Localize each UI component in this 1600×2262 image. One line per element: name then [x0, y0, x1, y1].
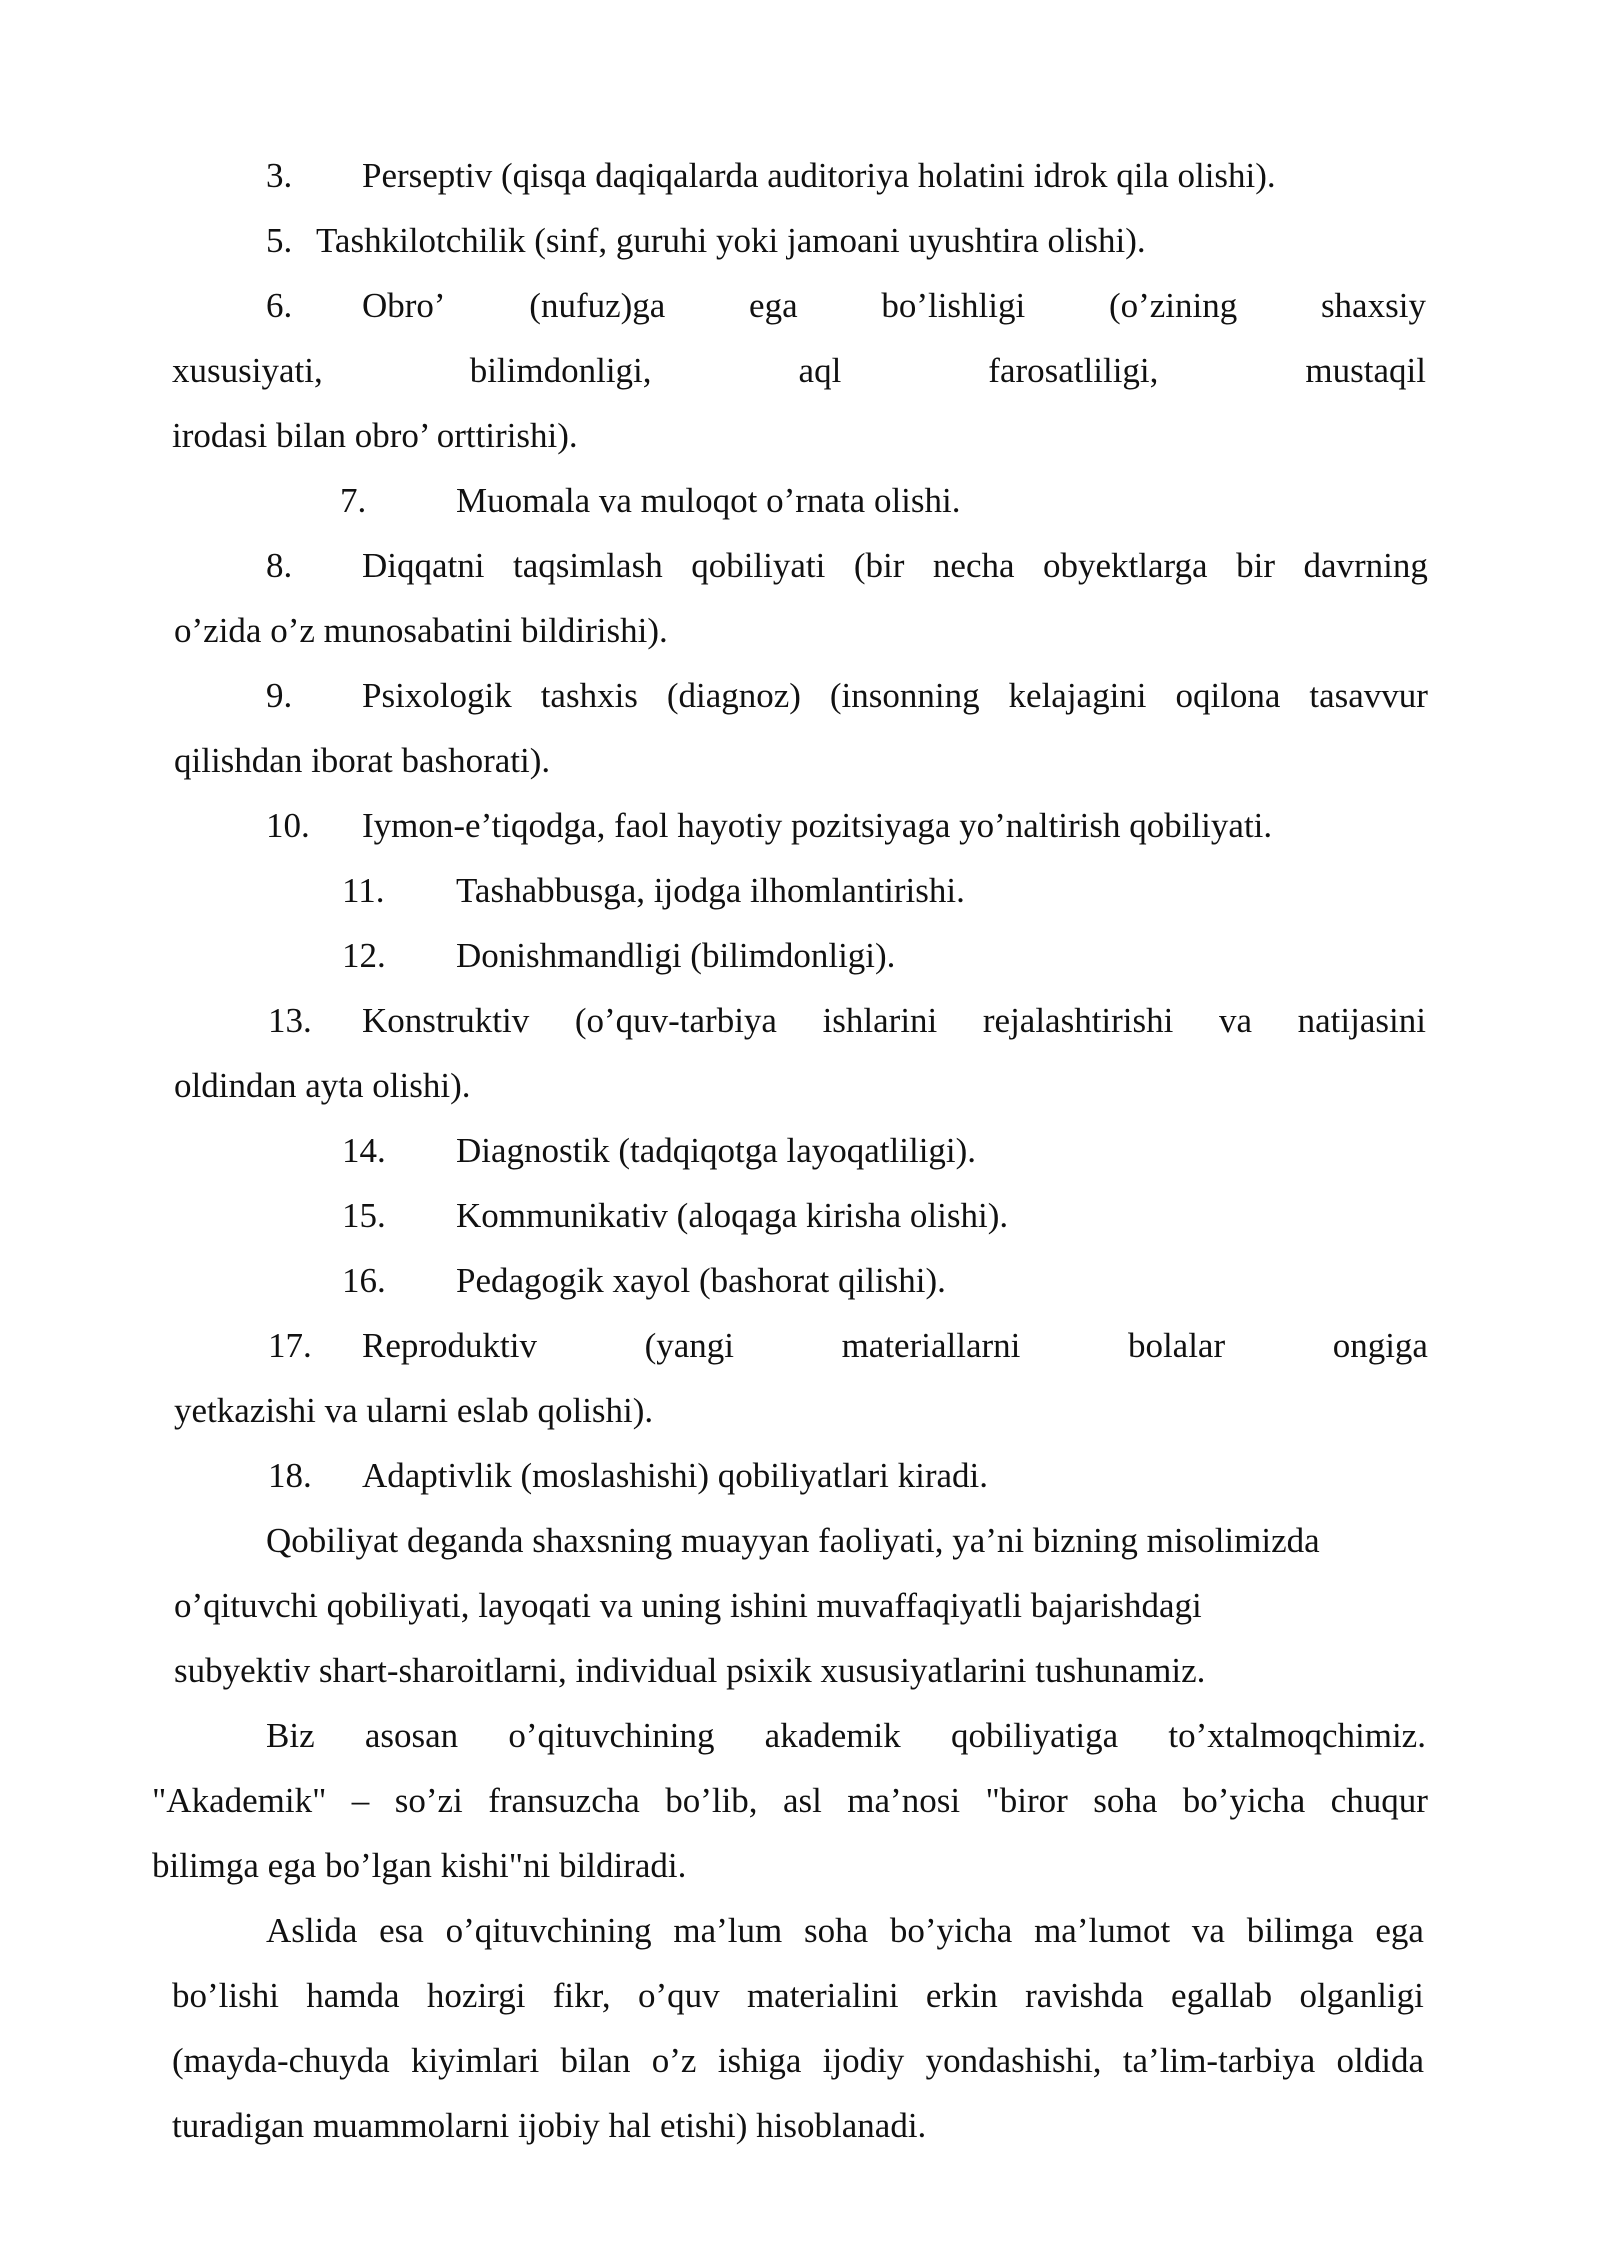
word: bo’lishi [172, 1976, 279, 2015]
list-item-line: irodasi bilan obro’ orttirishi). [172, 416, 578, 455]
word: ishiga [717, 2041, 802, 2080]
word: xususiyati, [172, 351, 323, 390]
word: bilan [560, 2041, 631, 2080]
list-item-text: Adaptivlik (moslashishi) qobiliyatlari kiradi. [362, 1456, 989, 1495]
list-item-line [362, 999, 1426, 1043]
list-item-text: Tashkilotchilik (sinf, guruhi yoki jamoani uyushtira olishi). [316, 221, 1146, 260]
word: oqilona [1175, 676, 1281, 715]
word: ravishda [1025, 1976, 1144, 2015]
word: (o’zining [1108, 286, 1238, 325]
list-number: 15. [342, 1196, 386, 1235]
word: va [1191, 1911, 1225, 1950]
word: farosatliligi, [988, 351, 1159, 390]
list-number: 16. [342, 1261, 386, 1300]
word: o’qituvchining [445, 1911, 652, 1950]
list-number: 10. [266, 806, 310, 845]
word: Reproduktiv [362, 1326, 537, 1365]
word: mustaqil [1305, 351, 1426, 390]
word: fransuzcha [488, 1781, 640, 1820]
paragraph-line: bilimga ega bo’lgan kishi"ni bildiradi. [152, 1846, 687, 1885]
word: erkin [925, 1976, 998, 2015]
word: bo’lishligi [881, 286, 1026, 325]
word: rejalashtirishi [982, 1001, 1174, 1040]
list-item-line: yetkazishi va ularni eslab qolishi). [174, 1391, 654, 1430]
list-number: 7. [340, 481, 367, 520]
word: akademik [764, 1716, 901, 1755]
word: materiallarni [841, 1326, 1021, 1365]
word: ega [1375, 1911, 1424, 1950]
list-item-line: oldindan ayta olishi). [174, 1066, 471, 1105]
word: (diagnoz) [666, 676, 801, 715]
word: esa [379, 1911, 424, 1950]
word: (bir [853, 546, 905, 585]
list-item-line [362, 1324, 1428, 1368]
word: ma’nosi [847, 1781, 961, 1820]
word: shaxsiy [1320, 286, 1426, 325]
word: va [1218, 1001, 1253, 1040]
word: hozirgi [426, 1976, 526, 2015]
list-item-line [362, 544, 1428, 588]
word: bolalar [1127, 1326, 1226, 1365]
word: – [351, 1781, 370, 1820]
paragraph-line [152, 1779, 1428, 1823]
list-number: 5. [266, 221, 293, 260]
word: ma’lumot [1034, 1911, 1171, 1950]
word: taqsimlash [512, 546, 663, 585]
word: bilimdonligi, [469, 351, 652, 390]
word: hamda [306, 1976, 400, 2015]
word: Obro’ [362, 286, 446, 325]
word: o’quv [637, 1976, 720, 2015]
word: o’z [651, 2041, 697, 2080]
list-item-text: Iymon-e’tiqodga, faol hayotiy pozitsiyaga yo’naltirish qobiliyati. [362, 806, 1273, 845]
list-item-text: Perseptiv (qisqa daqiqalarda auditoriya holatini idrok qila olishi). [362, 156, 1276, 195]
word: (yangi [644, 1326, 734, 1365]
word: yondashishi, [925, 2041, 1102, 2080]
word: Diqqatni [362, 546, 485, 585]
word: olganligi [1299, 1976, 1424, 2015]
word: egallab [1171, 1976, 1273, 2015]
word: fikr, [552, 1976, 611, 2015]
list-number: 14. [342, 1131, 386, 1170]
word: soha [804, 1911, 869, 1950]
word: tasavvur [1309, 676, 1428, 715]
list-item-line: qilishdan iborat bashorati). [174, 741, 551, 780]
word: obyektlarga [1043, 546, 1208, 585]
word: "biror [985, 1781, 1068, 1820]
word: bo’yicha [889, 1911, 1013, 1950]
paragraph-line [172, 2039, 1424, 2083]
word: qobiliyatiga [950, 1716, 1119, 1755]
paragraph-line [266, 1714, 1426, 1758]
word: ma’lum [673, 1911, 783, 1950]
word: ongiga [1332, 1326, 1428, 1365]
list-item-text: Pedagogik xayol (bashorat qilishi). [456, 1261, 946, 1300]
word: chuqur [1330, 1781, 1428, 1820]
word: aql [798, 351, 842, 390]
word: (mayda-chuyda [172, 2041, 390, 2080]
list-item-line [362, 674, 1428, 718]
paragraph-line [266, 1909, 1424, 1953]
word: ijodiy [822, 2041, 905, 2080]
paragraph-line: subyektiv shart-sharoitlarni, individual psixik xususiyatlarini tushunamiz. [174, 1651, 1206, 1690]
list-number: 6. [266, 286, 293, 325]
list-item-text: Kommunikativ (aloqaga kirisha olishi). [456, 1196, 1009, 1235]
word: Konstruktiv [362, 1001, 530, 1040]
word: ega [749, 286, 798, 325]
list-number: 17. [268, 1326, 312, 1365]
word: (o’quv-tarbiya [574, 1001, 777, 1040]
word: bo’yicha [1182, 1781, 1306, 1820]
list-item-line: o’zida o’z munosabatini bildirishi). [174, 611, 668, 650]
list-item-text: Muomala va muloqot o’rnata olishi. [456, 481, 961, 520]
word: kiyimlari [410, 2041, 540, 2080]
list-item-line [172, 349, 1426, 393]
word: kelajagini [1008, 676, 1147, 715]
word: materialini [746, 1976, 899, 2015]
word: natijasini [1297, 1001, 1426, 1040]
paragraph-line [172, 1974, 1424, 2018]
list-item-line [362, 284, 1426, 328]
list-item-text: Donishmandligi (bilimdonligi). [456, 936, 896, 975]
word: (insonning [829, 676, 980, 715]
word: "Akademik" [152, 1781, 327, 1820]
list-number: 11. [342, 871, 385, 910]
list-number: 12. [342, 936, 386, 975]
word: necha [932, 546, 1015, 585]
word: bir [1236, 546, 1275, 585]
list-number: 3. [266, 156, 293, 195]
list-item-text: Tashabbusga, ijodga ilhomlantirishi. [456, 871, 965, 910]
word: Aslida [266, 1911, 358, 1950]
word: ta’lim-tarbiya [1122, 2041, 1316, 2080]
word: soha [1093, 1781, 1158, 1820]
word: ishlarini [822, 1001, 938, 1040]
list-number: 13. [268, 1001, 312, 1040]
paragraph-line: Qobiliyat deganda shaxsning muayyan faoliyati, ya’ni bizning misolimizda [266, 1521, 1320, 1560]
word: tashxis [540, 676, 638, 715]
word: davrning [1303, 546, 1428, 585]
word: Psixologik [362, 676, 512, 715]
word: bo’lib, [665, 1781, 758, 1820]
list-number: 9. [266, 676, 293, 715]
paragraph-line: o’qituvchi qobiliyati, layoqati va uning ishini muvaffaqiyatli bajarishdagi [174, 1586, 1202, 1625]
word: (nufuz)ga [529, 286, 666, 325]
word: asl [782, 1781, 822, 1820]
list-item-text: Diagnostik (tadqiqotga layoqatliligi). [456, 1131, 977, 1170]
word: Biz [266, 1716, 315, 1755]
list-number: 18. [268, 1456, 312, 1495]
word: to’xtalmoqchimiz. [1168, 1716, 1426, 1755]
word: asosan [364, 1716, 459, 1755]
word: qobiliyati [691, 546, 826, 585]
word: oldida [1336, 2041, 1424, 2080]
paragraph-line: turadigan muammolarni ijobiy hal etishi) hisoblanadi. [172, 2106, 927, 2145]
word: o’qituvchining [508, 1716, 715, 1755]
word: bilimga [1246, 1911, 1354, 1950]
list-number: 8. [266, 546, 293, 585]
word: so’zi [394, 1781, 463, 1820]
